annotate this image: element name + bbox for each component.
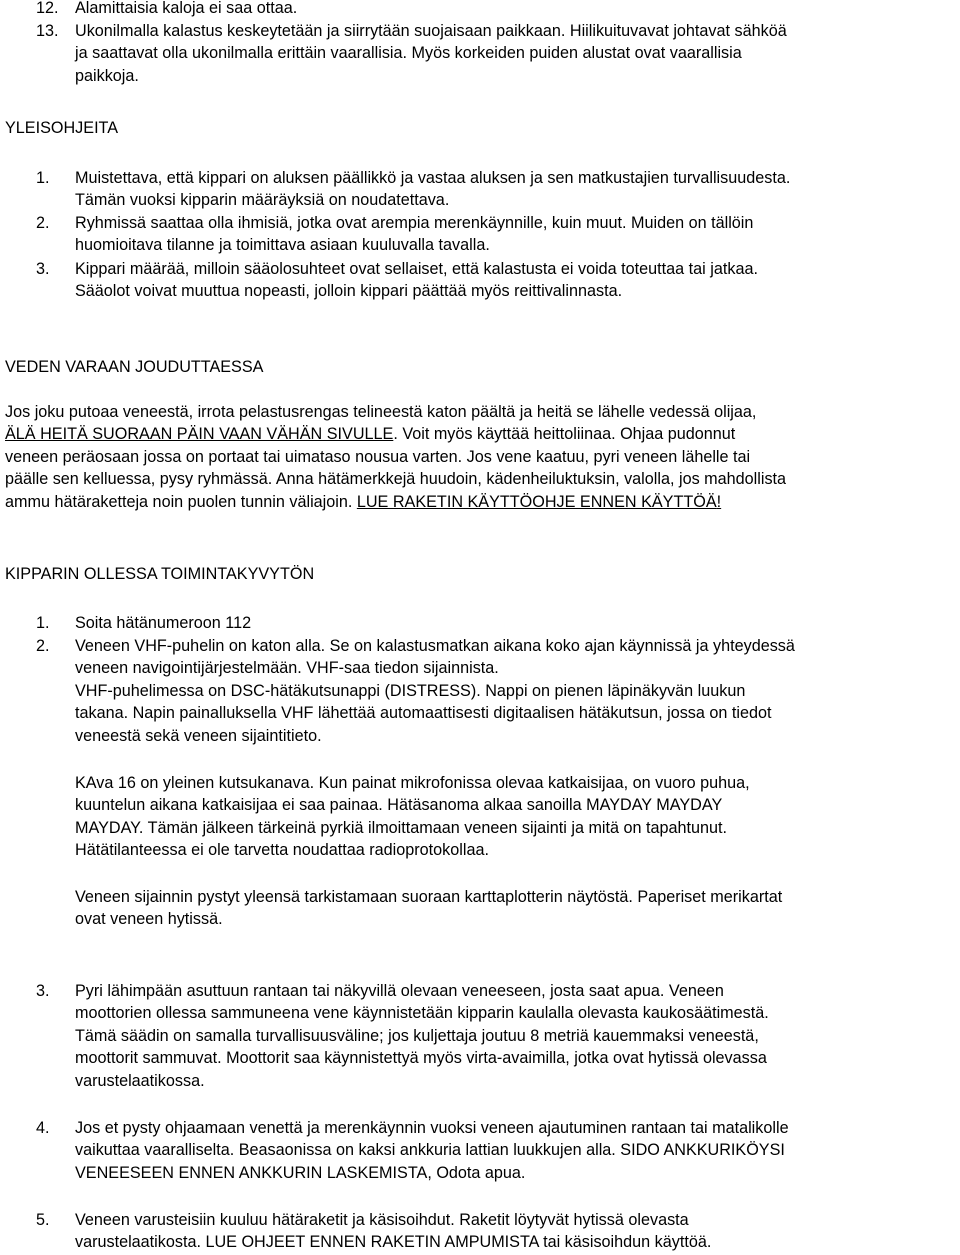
text-line: Alamittaisia kaloja ei saa ottaa. bbox=[75, 0, 298, 17]
list-text bbox=[75, 635, 960, 747]
section-heading-kipparin: KIPPARIN OLLESSA TOIMINTAKYVYTÖN bbox=[5, 565, 315, 583]
text-line: vaikuttaa vaaralliselta. Beasaonissa on kaksi ankkuria lattian luukkujen alla. SIDO ANKKURIKÖYSI bbox=[75, 1141, 785, 1160]
text-span: ! bbox=[716, 492, 722, 511]
text-line: varustelaatikosta. LUE OHJEET ENNEN RAKETIN AMPUMISTA tai käsisoihdun käyttöä. bbox=[75, 1233, 712, 1252]
list-number: 3. bbox=[36, 982, 50, 1000]
text-line: varustelaatikossa. bbox=[75, 1071, 205, 1090]
list-text bbox=[75, 20, 960, 87]
list-number: 2. bbox=[36, 637, 50, 655]
text-line: veneestä sekä veneen sijaintitieto. bbox=[75, 726, 322, 745]
list-number: 1. bbox=[36, 614, 50, 632]
text-line: Veneen varusteisiin kuuluu hätäraketit ja käsisoihdut. Raketit löytyvät hytissä olevasta bbox=[75, 1211, 689, 1229]
text-line: veneen peräosaan jossa on portaat tai uimataso nousua varten. Jos vene kaatuu, pyri veneen lähelle tai bbox=[5, 447, 751, 466]
text-line: Hätätilanteessa ei ole tarvetta noudattaa radioprotokollaa. bbox=[75, 841, 489, 860]
text-line: Muistettava, että kippari on aluksen päällikkö ja vastaa aluksen ja sen matkustajien turvallisuudesta. bbox=[75, 169, 791, 187]
list-text bbox=[75, 772, 960, 862]
text-line: Veneen VHF-puhelin on katon alla. Se on kalastusmatkan aikana koko ajan käynnissä ja yhteydessä bbox=[75, 637, 795, 655]
text-line: Tämä säädin on samalla turvallisuusväline; jos kuljettaja joutuu 8 metriä kauemmaksi veneestä, bbox=[75, 1026, 759, 1045]
text-line: Soita hätänumeroon 112 bbox=[75, 614, 252, 632]
text-line bbox=[5, 491, 960, 513]
text-line: VHF-puhelimessa on DSC-hätäkutsunappi (DISTRESS). Nappi on pienen läpinäkyvän luukun bbox=[75, 681, 746, 700]
list-text bbox=[75, 167, 960, 212]
text-line: Pyri lähimpään asuttuun rantaan tai näkyvillä olevaan veneeseen, josta saat apua. Veneen bbox=[75, 982, 724, 1000]
text-line: päälle sen kelluessa, pysy ryhmässä. Anna hätämerkkejä huudoin, kädenheiluktuksin, valolla, jos mahdollista bbox=[5, 470, 787, 489]
underlined-warning: ÄLÄ HEITÄ SUORAAN PÄIN VAAN VÄHÄN SIVULLE bbox=[5, 425, 394, 444]
list-number: 3. bbox=[36, 260, 50, 278]
text-line: huomioitava tilanne ja toimittava asiaan kuuluvalla tavalla. bbox=[75, 236, 490, 255]
list-number: 1. bbox=[36, 169, 50, 187]
text-line: Sääolot voivat muuttua nopeasti, jolloin kippari päättää myös reittivalinnasta. bbox=[75, 282, 623, 301]
list-number: 12. bbox=[36, 0, 59, 17]
text-line: MAYDAY. Tämän jälkeen tärkeinä pyrkiä ilmoittamaan veneen sijainti ja mitä on tapahtunut. bbox=[75, 818, 728, 837]
text-line: Ryhmissä saattaa olla ihmisiä, jotka ovat arempia merenkäynnille, kuin muut. Muiden on tällöin bbox=[75, 214, 754, 232]
list-text bbox=[75, 612, 960, 634]
text-line: Veneen sijainnin pystyt yleensä tarkistamaan suoraan karttaplotterin näytöstä. Paperiset merikartat bbox=[75, 888, 783, 906]
text-line: VENEESEEN ENNEN ANKKURIN LASKEMISTA, Odota apua. bbox=[75, 1163, 526, 1182]
text-line: kuuntelun aikana katkaisijaa ei saa painaa. Hätäsanoma alkaa sanoilla MAYDAY MAYDAY bbox=[75, 796, 723, 815]
text-span: . Voit myös käyttää heittoliinaa. Ohjaa pudonnut bbox=[393, 425, 736, 444]
text-line: paikkoja. bbox=[75, 66, 139, 85]
list-text bbox=[75, 0, 960, 19]
section-heading-veden-varaan: VEDEN VARAAN JOUDUTTAESSA bbox=[5, 358, 264, 376]
text-line: Tämän vuoksi kipparin määräyksiä on noudatettava. bbox=[75, 191, 450, 210]
text-line: Kippari määrää, milloin sääolosuhteet ovat sellaiset, että kalastusta ei voida toteuttaa tai jatkaa. bbox=[75, 260, 758, 278]
list-text bbox=[75, 212, 960, 257]
paragraph-veden-varaan bbox=[5, 401, 960, 513]
text-line: veneen navigointijärjestelmään. VHF-saa tiedon sijainnista. bbox=[75, 659, 499, 678]
text-line: takana. Napin painalluksella VHF lähettää automaattisesti digitaalisen hätäkutsun, jossa on tiedot bbox=[75, 704, 772, 723]
text-line: moottorien ollessa sammuneena vene käynnistetään kipparin kaulalla olevasta kaukosäätimestä. bbox=[75, 1004, 769, 1023]
list-number: 5. bbox=[36, 1211, 50, 1229]
underlined-warning: LUE RAKETIN KÄYTTÖOHJE ENNEN KÄYTTÖÄ bbox=[356, 492, 717, 511]
list-text bbox=[75, 886, 960, 931]
list-number: 13. bbox=[36, 22, 59, 40]
text-span: ammu hätäraketteja noin puolen tunnin väliajoin. bbox=[5, 492, 357, 511]
text-line: ja saattavat olla ukonilmalla erittäin vaarallisia. Myös korkeiden puiden alustat ovat vaarallisia bbox=[75, 44, 742, 63]
section-heading-yleisohjeita: YLEISOHJEITA bbox=[5, 119, 119, 137]
list-text bbox=[75, 258, 960, 303]
list-text bbox=[75, 980, 960, 1092]
list-text bbox=[75, 1209, 960, 1254]
text-line bbox=[5, 423, 960, 445]
text-line: ovat veneen hytissä. bbox=[75, 910, 223, 929]
text-line: Ukonilmalla kalastus keskeytetään ja siirrytään suojaisaan paikkaan. Hiilikuituvavat johtavat sähköä bbox=[75, 22, 787, 40]
list-number: 4. bbox=[36, 1119, 50, 1137]
text-line: KAva 16 on yleinen kutsukanava. Kun painat mikrofonissa olevaa katkaisijaa, on vuoro puhua, bbox=[75, 774, 750, 792]
text-line: moottorit sammuvat. Moottorit saa käynnistettyä myös virta-avaimilla, jotka ovat hytissä olevassa bbox=[75, 1049, 767, 1068]
list-text bbox=[75, 1117, 960, 1184]
text-line: Jos et pysty ohjaamaan venettä ja merenkäynnin vuoksi veneen ajautuminen rantaan tai matalikolle bbox=[75, 1119, 789, 1137]
text-line: Jos joku putoaa veneestä, irrota pelastusrengas telineestä katon päältä ja heitä se lähelle vedessä olijaa, bbox=[5, 403, 757, 421]
list-number: 2. bbox=[36, 214, 50, 232]
